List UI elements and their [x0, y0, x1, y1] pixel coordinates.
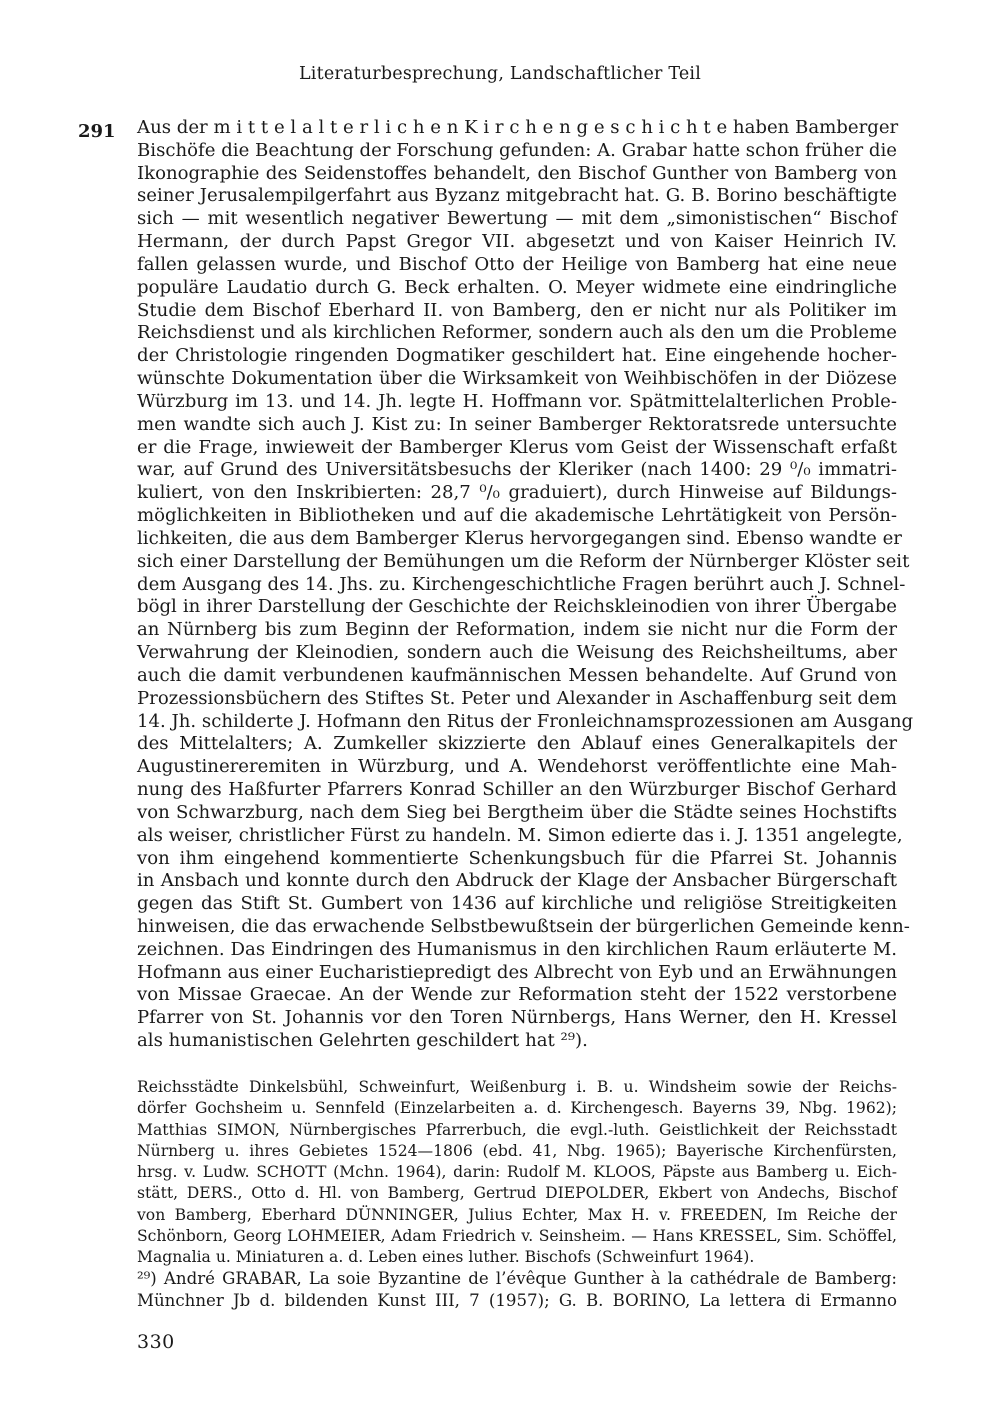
- body-line: sich — mit wesentlich negativer Bewertung — mit dem „simonistischen“ Bischof: [137, 208, 897, 230]
- body-line: er die Frage, inwieweit der Bamberger Klerus vom Geist der Wissenschaft erfaßt: [137, 436, 897, 458]
- body-line: fallen gelassen wurde, und Bischof Otto der Heilige von Bamberg hat eine neue: [137, 253, 897, 275]
- footnote-line: stätt, DERS., Otto d. Hl. von Bamberg, Gertrud DIEPOLDER, Ekbert von Andechs, Bischof: [137, 1184, 897, 1203]
- body-line: Augustinereremiten in Würzburg, und A. Wendehorst veröffentlichte eine Mah-: [137, 756, 897, 778]
- footnote-29-line: ²⁹) André GRABAR, La soie Byzantine de l’évêque Gunther à la cathédrale de Bamberg:: [137, 1269, 897, 1289]
- body-line: 14. Jh. schilderte J. Hofmann den Ritus der Fronleichnamsprozessionen am Ausgang: [137, 710, 914, 732]
- body-line: als humanistischen Gelehrten geschildert hat ²⁹).: [137, 1030, 588, 1052]
- body-line: von Schwarzburg, nach dem Sieg bei Bergtheim über die Städte seines Hochstifts: [137, 801, 897, 823]
- footnote-line: Nürnberg u. ihres Gebietes 1524—1806 (ebd. 41, Nbg. 1965); Bayerische Kirchenfürsten,: [137, 1141, 897, 1160]
- paragraph-number: 291: [78, 121, 116, 142]
- body-line: Reichsdienst und als kirchlichen Reformer, sondern auch als den um die Probleme: [137, 322, 897, 344]
- body-line: men wandte sich auch J. Kist zu: In seiner Bamberger Rektoratsrede untersuchte: [137, 413, 897, 435]
- body-line: Studie dem Bischof Eberhard II. von Bamberg, den er nicht nur als Politiker im: [137, 299, 897, 321]
- body-line: lichkeiten, die aus dem Bamberger Klerus hervorgegangen sind. Ebenso wandte er: [137, 527, 902, 549]
- body-line: Bischöfe die Beachtung der Forschung gefunden: A. Grabar hatte schon früher die: [137, 139, 897, 161]
- footnote-line: hrsg. v. Ludw. SCHOTT (Mchn. 1964), darin: Rudolf M. KLOOS, Päpste aus Bamberg u. Eich-: [137, 1163, 897, 1181]
- body-line: Ikonographie des Seidenstoffes behandelt, den Bischof Gunther von Bamberg von: [137, 162, 897, 184]
- body-line: auch die damit verbundenen kaufmännischen Messen behandelte. Auf Grund von: [137, 664, 897, 686]
- footnote-line: von Bamberg, Eberhard DÜNNINGER, Julius Echter, Max H. v. FREEDEN, Im Reiche der: [137, 1205, 897, 1224]
- body-line: Prozessionsbüchern des Stiftes St. Peter und Alexander in Aschaffenburg seit dem: [137, 687, 897, 709]
- footnote-line: dörfer Gochsheim u. Sennfeld (Einzelarbeiten a. d. Kirchengesch. Bayerns 39, Nbg. 1962);: [137, 1099, 897, 1118]
- body-line: des Mittelalters; A. Zumkeller skizzierte den Ablauf eines Generalkapitels der: [137, 733, 897, 755]
- running-head: Literaturbesprechung, Landschaftlicher Teil: [298, 64, 702, 84]
- body-line: populäre Laudatio durch G. Beck erhalten. O. Meyer widmete eine eindringliche: [137, 276, 897, 298]
- body-line: seiner Jerusalempilgerfahrt aus Byzanz mitgebracht hat. G. B. Borino beschäftigte: [137, 185, 897, 207]
- body-line: in Ansbach und konnte durch den Abdruck der Klage der Ansbacher Bürgerschaft: [137, 870, 897, 892]
- body-line: war, auf Grund des Universitätsbesuchs der Kleriker (nach 1400: 29 ⁰/₀ immatri-: [137, 459, 897, 481]
- footnote-line: Matthias SIMON, Nürnbergisches Pfarrerbuch, die evgl.-luth. Geistlichkeit der Reichsstadt: [137, 1120, 897, 1139]
- footnote-line: Magnalia u. Miniaturen a. d. Leben eines luther. Bischofs (Schweinfurt 1964).: [137, 1248, 755, 1266]
- body-line: Würzburg im 13. und 14. Jh. legte H. Hoffmann vor. Spätmittelalterlichen Proble-: [137, 390, 897, 412]
- footnotes: [137, 1077, 897, 1311]
- body-line: sich einer Darstellung der Bemühungen um die Reform der Nürnberger Klöster seit: [137, 550, 910, 572]
- body-line: nung des Haßfurter Pfarrers Konrad Schiller an den Würzburger Bischof Gerhard: [137, 779, 897, 801]
- body-line: Verwahrung der Kleinodien, sondern auch die Weisung des Reichsheiltums, aber: [137, 642, 897, 664]
- body-line: Pfarrer von St. Johannis vor den Toren Nürnbergs, Hans Werner, den H. Kressel: [137, 1007, 897, 1029]
- body-line: von Missae Graecae. An der Wende zur Reformation steht der 1522 verstorbene: [137, 984, 897, 1006]
- body-line: von ihm eingehend kommentierte Schenkungsbuch für die Pfarrei St. Johannis: [137, 847, 897, 869]
- body-line: kuliert, von den Inskribierten: 28,7 ⁰/₀ graduiert), durch Hinweise auf Bildungs-: [137, 482, 897, 504]
- body-line: Aus der m i t t e l a l t e r l i c h e n K i r c h e n g e s c h i c h t e haben Bamberger: [137, 117, 899, 138]
- body-text: [137, 117, 914, 1053]
- footnote-line: Reichsstädte Dinkelsbühl, Schweinfurt, Weißenburg i. B. u. Windsheim sowie der Reichs-: [137, 1078, 897, 1096]
- body-line: Hofmann aus einer Eucharistiepredigt des Albrecht von Eyb und an Erwähnungen: [137, 961, 897, 983]
- body-line: an Nürnberg bis zum Beginn der Reformation, indem sie nicht nur die Form der: [137, 619, 897, 641]
- body-line: wünschte Dokumentation über die Wirksamkeit von Weihbischöfen in der Diözese: [137, 368, 897, 390]
- page-number: 330: [137, 1331, 175, 1353]
- body-line: möglichkeiten in Bibliotheken und auf die akademische Lehrtätigkeit von Persön-: [137, 505, 897, 527]
- body-line: der Christologie ringenden Dogmatiker geschildert hat. Eine eingehende hocher-: [137, 345, 897, 367]
- footnote-29-line: Münchner Jb d. bildenden Kunst III, 7 (1957); G. B. BORINO, La lettera di Ermanno: [137, 1290, 897, 1310]
- footnote-line: Schönborn, Georg LOHMEIER, Adam Friedrich v. Seinsheim. — Hans KRESSEL, Sim. Schöffel,: [137, 1226, 897, 1245]
- body-line: zeichnen. Das Eindringen des Humanismus in den kirchlichen Raum erläuterte M.: [137, 938, 897, 960]
- body-line: bögl in ihrer Darstellung der Geschichte der Reichskleinodien von ihrer Übergabe: [137, 596, 897, 618]
- body-line: gegen das Stift St. Gumbert von 1436 auf kirchliche und religiöse Streitigkeiten: [137, 893, 897, 915]
- body-line: hinweisen, die das erwachende Selbstbewußtsein der bürgerlichen Gemeinde kenn-: [137, 915, 910, 937]
- body-line: dem Ausgang des 14. Jhs. zu. Kirchengeschichtliche Fragen berührt auch J. Schnel-: [137, 573, 906, 595]
- body-line: Hermann, der durch Papst Gregor VII. abgesetzt und von Kaiser Heinrich IV.: [137, 231, 897, 253]
- body-line: als weiser, christlicher Fürst zu handeln. M. Simon edierte das i. J. 1351 angelegte,: [137, 824, 903, 846]
